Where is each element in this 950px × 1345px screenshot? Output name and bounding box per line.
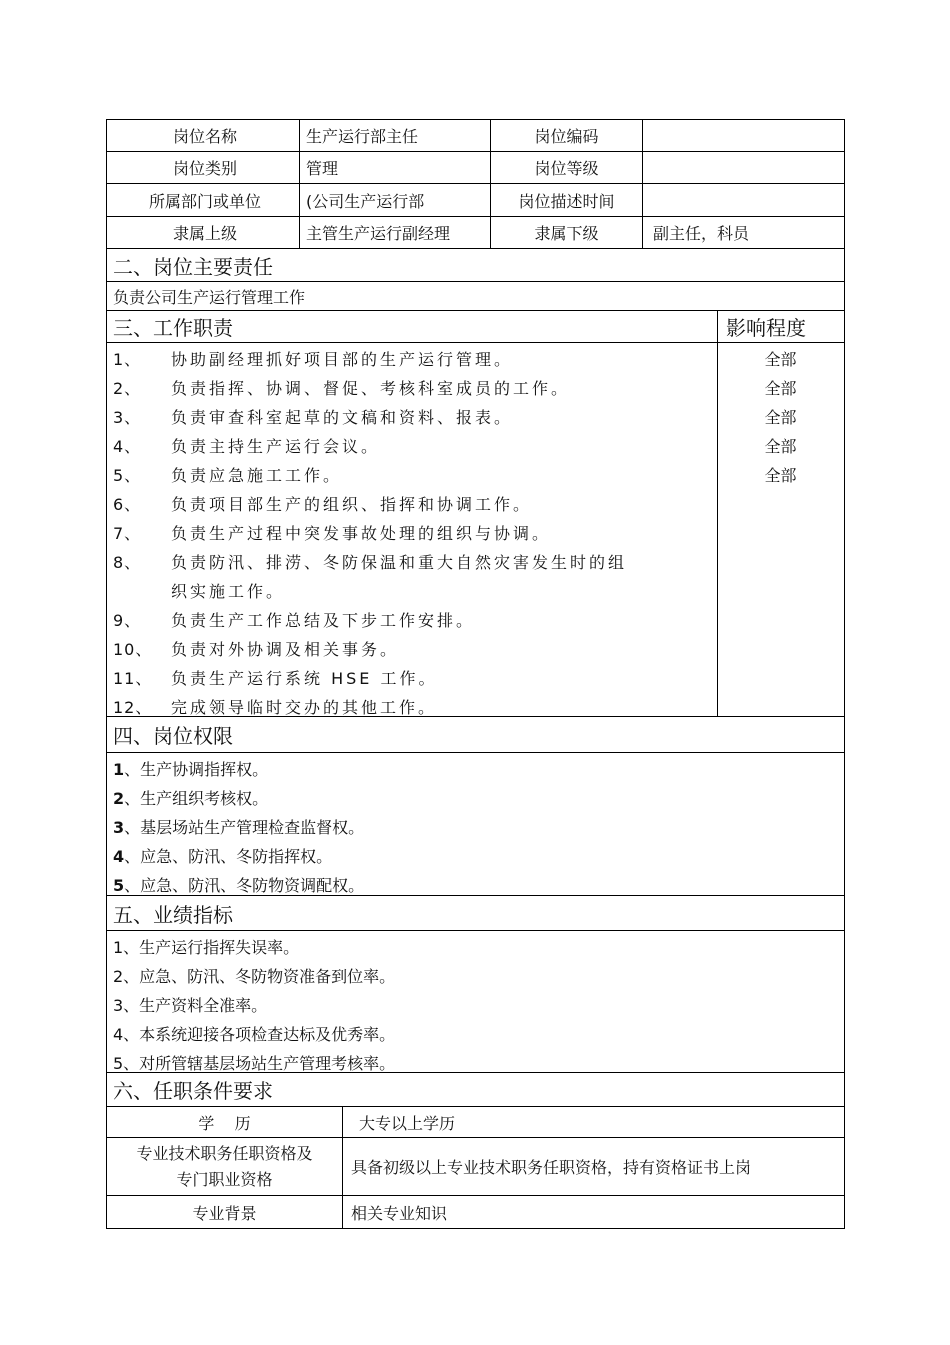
duty-number: 12、 — [113, 698, 153, 717]
authority-item — [113, 844, 332, 867]
impact-value: 全部 — [764, 408, 797, 427]
duty-text: 负责指挥、协调、督促、考核科室成员的工作。 — [171, 379, 571, 398]
duty-number: 10、 — [113, 640, 153, 659]
impact-value: 全部 — [764, 466, 797, 485]
authority-text: 、应急、防汛、冬防指挥权。 — [124, 847, 333, 866]
impact-header: 影响程度 — [717, 311, 844, 342]
authority-number: 2 — [113, 789, 125, 808]
duty-item — [113, 405, 513, 428]
section4-body — [106, 753, 845, 896]
section5-header — [106, 896, 845, 931]
label-department: 所属部门或单位 — [148, 191, 261, 211]
label-position-name: 岗位名称 — [172, 127, 237, 146]
req-value-education: 大专以上学历 — [342, 1107, 844, 1137]
duty-number: 9、 — [113, 611, 142, 630]
authority-number: 1 — [113, 760, 125, 779]
authority-text: 、基层场站生产管理检查监督权。 — [124, 818, 365, 837]
section5-title: 五、业绩指标 — [113, 902, 233, 927]
section2-text: 负责公司生产运行管理工作 — [113, 287, 306, 307]
duty-text: 负责生产运行系统 HSE 工作。 — [171, 669, 438, 688]
kpi-item: 4、本系统迎接各项检查达标及优秀率。 — [113, 1025, 396, 1044]
section2-header — [106, 249, 845, 282]
duty-number: 1、 — [113, 350, 142, 369]
duty-number: 5、 — [113, 466, 142, 485]
duty-number: 2、 — [113, 379, 142, 398]
duty-text: 负责应急施工工作。 — [171, 466, 343, 485]
duty-text: 负责项目部生产的组织、指挥和协调工作。 — [171, 495, 533, 514]
req-label-qualification — [107, 1138, 342, 1195]
authority-text: 、生产协调指挥权。 — [124, 760, 269, 779]
authority-text: 、应急、防汛、冬防物资调配权。 — [124, 876, 365, 895]
job-description-table — [106, 119, 845, 1229]
authority-text: 、生产组织考核权。 — [124, 789, 269, 808]
kpi-item: 3、生产资料全准率。 — [113, 996, 268, 1015]
label-subordinate: 隶属下级 — [490, 217, 642, 248]
duty-item — [113, 376, 570, 399]
duty-text: 负责对外协调及相关事务。 — [171, 640, 400, 659]
duty-text: 负责防汛、排涝、冬防保温和重大自然灾害发生时的组 — [171, 553, 628, 572]
label-position-category: 岗位类别 — [172, 159, 237, 178]
duty-item — [113, 608, 475, 631]
label-position-code: 岗位编码 — [490, 120, 642, 151]
req-row-education — [106, 1107, 845, 1138]
req-value-qualification: 具备初级以上专业技术职务任职资格，持有资格证书上岗 — [342, 1138, 844, 1195]
info-row-4 — [106, 217, 845, 249]
value-position-name: 生产运行部主任 — [299, 120, 490, 151]
duty-item — [113, 666, 437, 689]
impact-value: 全部 — [764, 379, 797, 398]
duty-number: 11、 — [113, 669, 153, 688]
req-row-qualification — [106, 1138, 845, 1196]
duty-text: 织实施工作。 — [171, 582, 286, 601]
duty-item — [113, 579, 285, 602]
section4-header — [106, 717, 845, 753]
label-description-time: 岗位描述时间 — [490, 184, 642, 216]
duty-text: 协助副经理抓好项目部的生产运行管理。 — [171, 350, 514, 369]
value-position-level — [642, 152, 844, 183]
duty-item — [113, 463, 342, 486]
label-position-level: 岗位等级 — [490, 152, 642, 183]
authority-number: 3 — [113, 818, 125, 837]
duty-number: 6、 — [113, 495, 142, 514]
section5-body — [106, 931, 845, 1073]
section3-header — [106, 311, 845, 343]
duty-item — [113, 695, 437, 718]
value-description-time — [642, 184, 844, 216]
kpi-item: 5、对所管辖基层场站生产管理考核率。 — [113, 1054, 396, 1073]
duty-number: 4、 — [113, 437, 142, 456]
duty-text: 负责主持生产运行会议。 — [171, 437, 381, 456]
duty-text: 负责生产过程中突发事故处理的组织与协调。 — [171, 524, 552, 543]
label-superior: 隶属上级 — [172, 224, 237, 243]
req-label-qualification-line1: 专业技术职务任职资格及 — [136, 1143, 313, 1163]
impact-value: 全部 — [764, 437, 797, 456]
duty-text: 负责审查科室起草的文稿和资料、报表。 — [171, 408, 514, 427]
impact-list — [717, 343, 844, 716]
authority-number: 5 — [113, 876, 125, 895]
req-label-qualification-line2: 专门职业资格 — [176, 1169, 273, 1189]
section6-header — [106, 1073, 845, 1107]
value-department: (公司生产运行部 — [299, 184, 490, 216]
duty-item — [113, 492, 532, 515]
impact-value: 全部 — [764, 350, 797, 369]
duty-item — [113, 550, 627, 573]
section3-title: 三、工作职责 — [113, 316, 233, 340]
info-row-3 — [106, 184, 845, 217]
req-value-background: 相关专业知识 — [342, 1196, 844, 1228]
section6-title: 六、任职条件要求 — [113, 1079, 273, 1103]
duty-item — [113, 637, 399, 660]
duty-text: 负责生产工作总结及下步工作安排。 — [171, 611, 476, 630]
req-label-education: 学 历 — [198, 1113, 251, 1133]
value-position-category: 管理 — [299, 152, 490, 183]
duties-block — [106, 343, 845, 717]
info-row-1 — [106, 119, 845, 152]
kpi-item: 1、生产运行指挥失误率。 — [113, 938, 300, 957]
info-row-2 — [106, 152, 845, 184]
authority-number: 4 — [113, 847, 125, 866]
duty-item — [113, 347, 513, 370]
duty-item — [113, 521, 551, 544]
authority-item — [113, 873, 364, 896]
section4-title: 四、岗位权限 — [113, 724, 233, 748]
req-label-background: 专业背景 — [192, 1203, 257, 1223]
authority-item — [113, 757, 268, 780]
req-row-background — [106, 1196, 845, 1229]
kpi-item: 2、应急、防汛、冬防物资准备到位率。 — [113, 967, 396, 986]
section2-body — [106, 282, 845, 311]
value-subordinate: 副主任，科员 — [642, 217, 844, 248]
duty-number: 3、 — [113, 408, 142, 427]
value-superior: 主管生产运行副经理 — [299, 217, 490, 248]
value-position-code — [642, 120, 844, 151]
duty-text: 完成领导临时交办的其他工作。 — [171, 698, 438, 717]
section2-title: 二、岗位主要责任 — [113, 254, 273, 279]
duty-number: 8、 — [113, 553, 142, 572]
duty-number: 7、 — [113, 524, 142, 543]
authority-item — [113, 786, 268, 809]
authority-item — [113, 815, 364, 838]
duty-item — [113, 434, 380, 457]
